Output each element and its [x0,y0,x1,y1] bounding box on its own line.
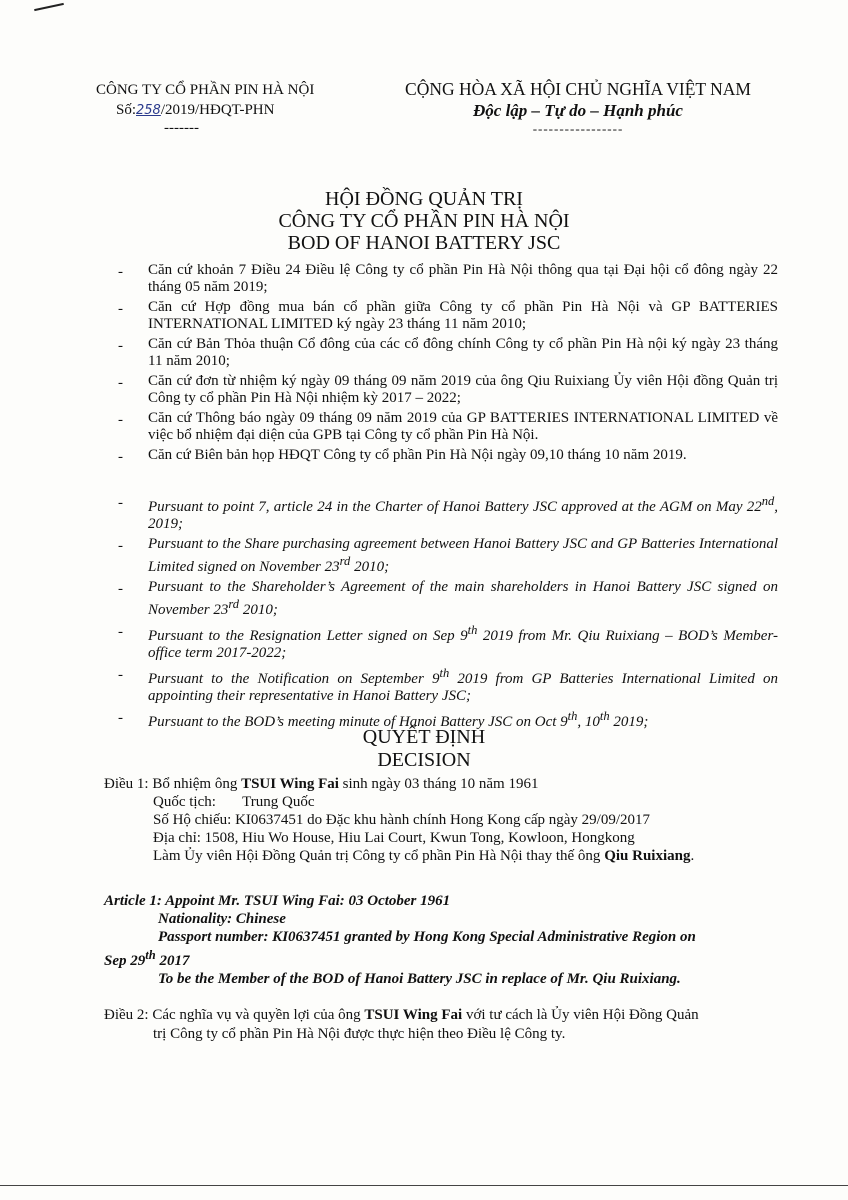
article-2-line-2: trị Công ty cổ phần Pin Hà Nội được thực hiện theo Điều lệ Công ty. [153,1026,566,1042]
address-line: Địa chỉ: 1508, Hiu Wo House, Hiu Lai Court, Kwun Tong, Kowloon, Hongkong [153,830,635,846]
legal-basis-vi [118,262,778,467]
national-motto: Độc lập – Tự do – Hạnh phúc [473,101,683,120]
role-line: Làm Ủy viên Hội Đồng Quản trị Công ty cổ phần Pin Hà Nội thay thế ông Qiu Ruixiang. [153,848,695,864]
passport-en: Passport number: KI0637451 granted by Hong Kong Special Administrative Region on [158,929,696,945]
basis-en-item: - Pursuant to point 7, article 24 in the Charter of Hanoi Battery JSC approved at the AGM on May 22nd, 2019; [118,493,778,533]
page-bottom-border [0,1185,848,1186]
motto-dash: ----------------- [532,121,624,136]
scan-mark [34,3,64,11]
national-heading [378,78,778,136]
role-en: To be the Member of the BOD of Hanoi Battery JSC in replace of Mr. Qiu Ruixiang. [158,971,681,987]
basis-vi-item: - Căn cứ đơn từ nhiệm ký ngày 09 tháng 09 năm 2019 của ông Qiu Ruixiang Ủy viên Hội đồng Quản trị Công ty cổ phần Pin Hà Nội nhiệm kỳ 2017 – 2022; [118,373,778,407]
basis-en-item: - Pursuant to the BOD’s meeting minute of Hanoi Battery JSC on Oct 9th, 10th 2019; [118,708,778,731]
article-1-en-line: Article 1: Appoint Mr. TSUI Wing Fai: 03 October 1961 [104,893,451,909]
article-2-line-1: Điều 2: Các nghĩa vụ và quyền lợi của ông TSUI Wing Fai với tư cách là Ủy viên Hội Đồng Quản [104,1007,699,1023]
nationality-en: Nationality: Chinese [158,911,286,927]
basis-en-item: - Pursuant to the Notification on September 9th 2019 from GP Batteries International Limited on appointing their representative in Hanoi Battery JSC; [118,665,778,705]
passport-line: Số Hộ chiếu: KI0637451 do Đặc khu hành chính Hong Kong cấp ngày 29/09/2017 [153,812,651,828]
basis-vi-item: - Căn cứ Bản Thỏa thuận Cổ đông của các cổ đông chính Công ty cổ phần Pin Hà nội ký ngày 23 tháng 11 năm 2010; [118,336,778,370]
nationality-line: Quốc tịch: Trung Quốc [153,794,315,810]
article-1-en [104,892,792,988]
nation-name: CỘNG HÒA XÃ HỘI CHỦ NGHĨA VIỆT NAM [405,79,751,99]
handwritten-number: 258 [136,103,161,118]
appointee-name: TSUI Wing Fai [241,776,339,792]
article-1-vi-line: Điều 1: Bổ nhiệm ông TSUI Wing Fai sinh ngày 03 tháng 10 năm 1961 [104,776,539,792]
issuer-block [96,80,356,135]
issuer-company: CÔNG TY CỔ PHẦN PIN HÀ NỘI [96,82,315,98]
decision-en: DECISION [377,749,471,771]
decision-vi: QUYẾT ĐỊNH [362,726,486,748]
basis-vi-item: - Căn cứ Biên bản họp HĐQT Công ty cổ phần Pin Hà Nội ngày 09,10 tháng 10 năm 2019. [118,447,778,464]
document-number: Số:258/2019/HĐQT-PHN [116,102,275,118]
legal-basis-en [118,493,778,734]
article-1-vi [104,775,794,865]
appointee-name: TSUI Wing Fai [364,1007,463,1023]
basis-vi-item: - Căn cứ khoản 7 Điều 24 Điều lệ Công ty cổ phần Pin Hà Nội thông qua tại Đại hội cổ đông ngày 22 tháng 05 năm 2019; [118,262,778,296]
basis-vi-item: - Căn cứ Thông báo ngày 09 tháng 09 năm 2019 của GP BATTERIES INTERNATIONAL LIMITED về việc bổ nhiệm đại diện của GPB tại Công ty cổ phần Pin Hà Nội. [118,410,778,444]
basis-en-item: - Pursuant to the Share purchasing agreement between Hanoi Battery JSC and GP Batteries International Limited signed on November 23rd 2010; [118,536,778,576]
issuer-dash: ------- [164,120,199,136]
title-line-3: BOD OF HANOI BATTERY JSC [287,232,561,254]
replaced-name: Qiu Ruixiang [604,848,691,864]
title-line-2: CÔNG TY CỔ PHẦN PIN HÀ NỘI [278,210,570,232]
title-line-1: HỘI ĐỒNG QUẢN TRỊ [325,188,523,210]
basis-en-item: - Pursuant to the Resignation Letter signed on Sep 9th 2019 from Mr. Qiu Ruixiang – BOD’s Member-office term 2017-2022; [118,622,778,662]
document-title [150,188,698,254]
basis-vi-item: - Căn cứ Hợp đồng mua bán cổ phần giữa Công ty cổ phần Pin Hà Nội và GP BATTERIES INTERNATIONAL LIMITED ký ngày 23 tháng 11 năm 2010; [118,299,778,333]
decision-heading [250,726,598,772]
basis-en-item: - Pursuant to the Shareholder’s Agreement of the main shareholders in Hanoi Battery JSC signed on November 23rd 2010; [118,579,778,619]
article-2-vi [104,1006,794,1044]
passport-date-en: Sep 29th 2017 [104,948,190,969]
